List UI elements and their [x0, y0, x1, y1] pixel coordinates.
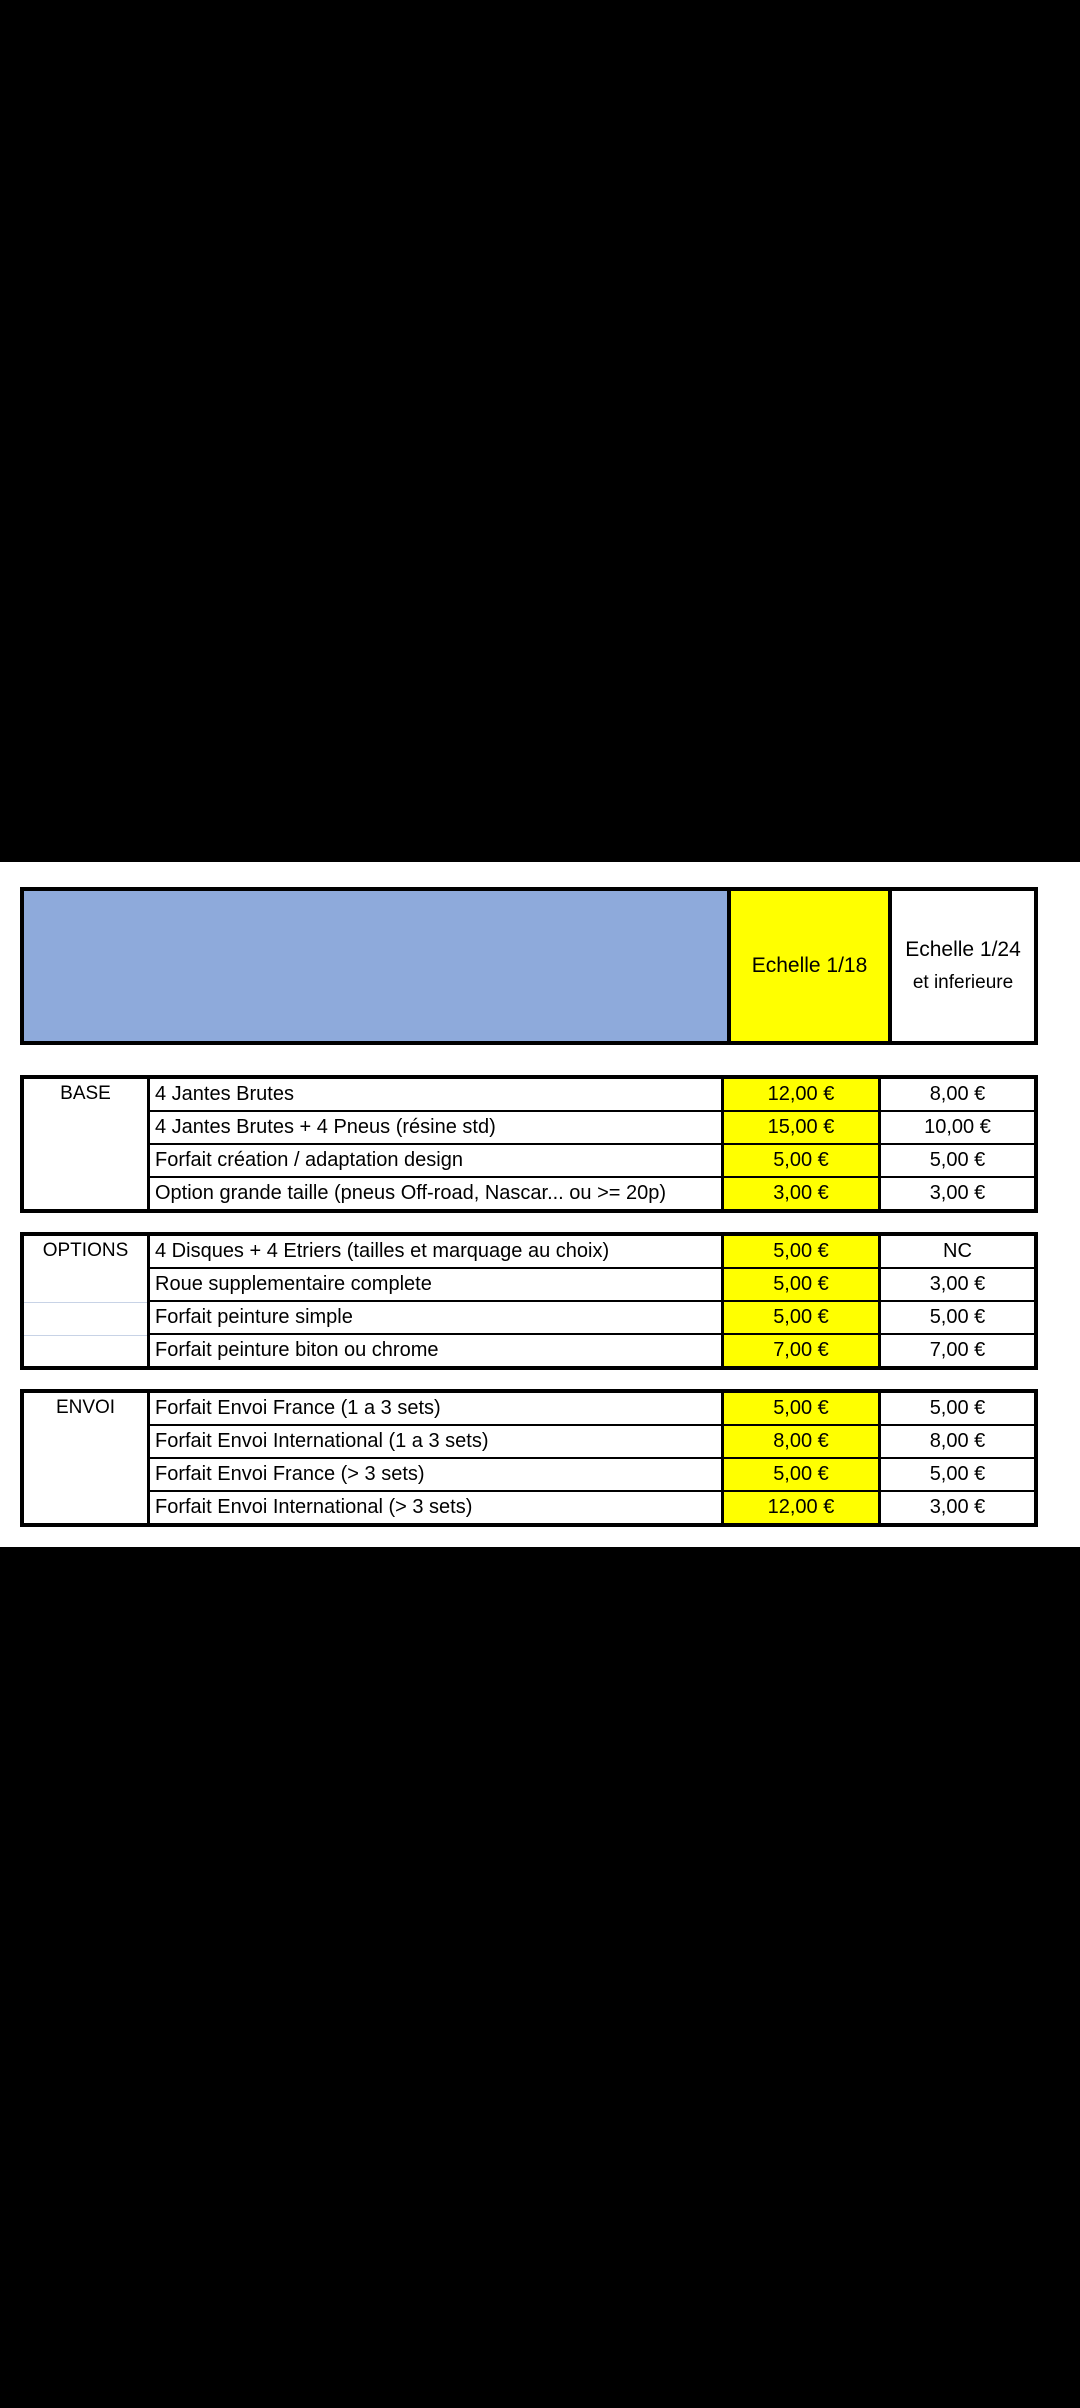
price-118: 12,00 € [724, 1079, 881, 1110]
price-124: 5,00 € [929, 1397, 986, 1419]
price-124: 7,00 € [929, 1339, 986, 1361]
row-label: Forfait Envoi France (> 3 sets) [150, 1459, 724, 1490]
group-options [20, 1232, 1038, 1370]
table-row [150, 1236, 1034, 1269]
price-118: 3,00 € [724, 1178, 881, 1209]
category-label: ENVOI [24, 1393, 150, 1523]
category-divider [24, 1335, 147, 1336]
table-row [150, 1393, 1034, 1426]
row-label: Forfait Envoi International (1 a 3 sets) [150, 1426, 724, 1457]
category-label: BASE [24, 1079, 150, 1209]
table-row [150, 1492, 1034, 1523]
row-label: Option grande taille (pneus Off-road, Nascar... ou >= 20p) [150, 1178, 724, 1209]
row-label: Forfait peinture simple [150, 1302, 724, 1333]
row-label: Forfait Envoi France (1 a 3 sets) [150, 1393, 724, 1424]
price-124: 5,00 € [929, 1463, 986, 1485]
price-sheet [0, 862, 1080, 1547]
price-118: 5,00 € [724, 1145, 881, 1176]
table-row [150, 1178, 1034, 1209]
price-124: 10,00 € [924, 1116, 991, 1138]
price-118: 8,00 € [724, 1426, 881, 1457]
row-label: Roue supplementaire complete [150, 1269, 724, 1300]
row-label: 4 Disques + 4 Etriers (tailles et marquage au choix) [150, 1236, 724, 1267]
header-scale-118-label: Echelle 1/18 [751, 954, 868, 977]
row-label: Forfait peinture biton ou chrome [150, 1335, 724, 1366]
table-row [150, 1269, 1034, 1302]
header-scale-118 [731, 891, 892, 1041]
table-row [150, 1459, 1034, 1492]
group-envoi [20, 1389, 1038, 1527]
group-base [20, 1075, 1038, 1213]
price-124: 8,00 € [929, 1430, 986, 1452]
price-124: 3,00 € [929, 1182, 986, 1204]
price-124: 5,00 € [929, 1149, 986, 1171]
price-124: NC [943, 1240, 972, 1262]
row-label: Forfait Envoi International (> 3 sets) [150, 1492, 724, 1523]
table-row [150, 1112, 1034, 1145]
price-118: 12,00 € [724, 1492, 881, 1523]
price-124: 8,00 € [929, 1083, 986, 1105]
price-118: 5,00 € [724, 1236, 881, 1267]
price-118: 5,00 € [724, 1459, 881, 1490]
table-row [150, 1145, 1034, 1178]
table-row [150, 1302, 1034, 1335]
table-row [150, 1335, 1034, 1366]
price-118: 15,00 € [724, 1112, 881, 1143]
row-label: Forfait création / adaptation design [150, 1145, 724, 1176]
price-124: 5,00 € [929, 1306, 986, 1328]
header-scale-124 [892, 891, 1034, 1041]
table-row [150, 1079, 1034, 1112]
category-label: OPTIONS [24, 1236, 150, 1366]
row-label: 4 Jantes Brutes + 4 Pneus (résine std) [150, 1112, 724, 1143]
row-label: 4 Jantes Brutes [150, 1079, 724, 1110]
header-scale-124-sublabel: et inferieure [912, 972, 1014, 993]
table-row [150, 1426, 1034, 1459]
price-124: 3,00 € [929, 1273, 986, 1295]
header-blank-cell [24, 891, 731, 1041]
header-table [20, 887, 1038, 1045]
header-scale-124-label: Echelle 1/24 [905, 938, 1021, 961]
category-divider [24, 1302, 147, 1303]
price-124: 3,00 € [929, 1496, 986, 1518]
price-118: 7,00 € [724, 1335, 881, 1366]
price-118: 5,00 € [724, 1393, 881, 1424]
price-118: 5,00 € [724, 1302, 881, 1333]
price-118: 5,00 € [724, 1269, 881, 1300]
